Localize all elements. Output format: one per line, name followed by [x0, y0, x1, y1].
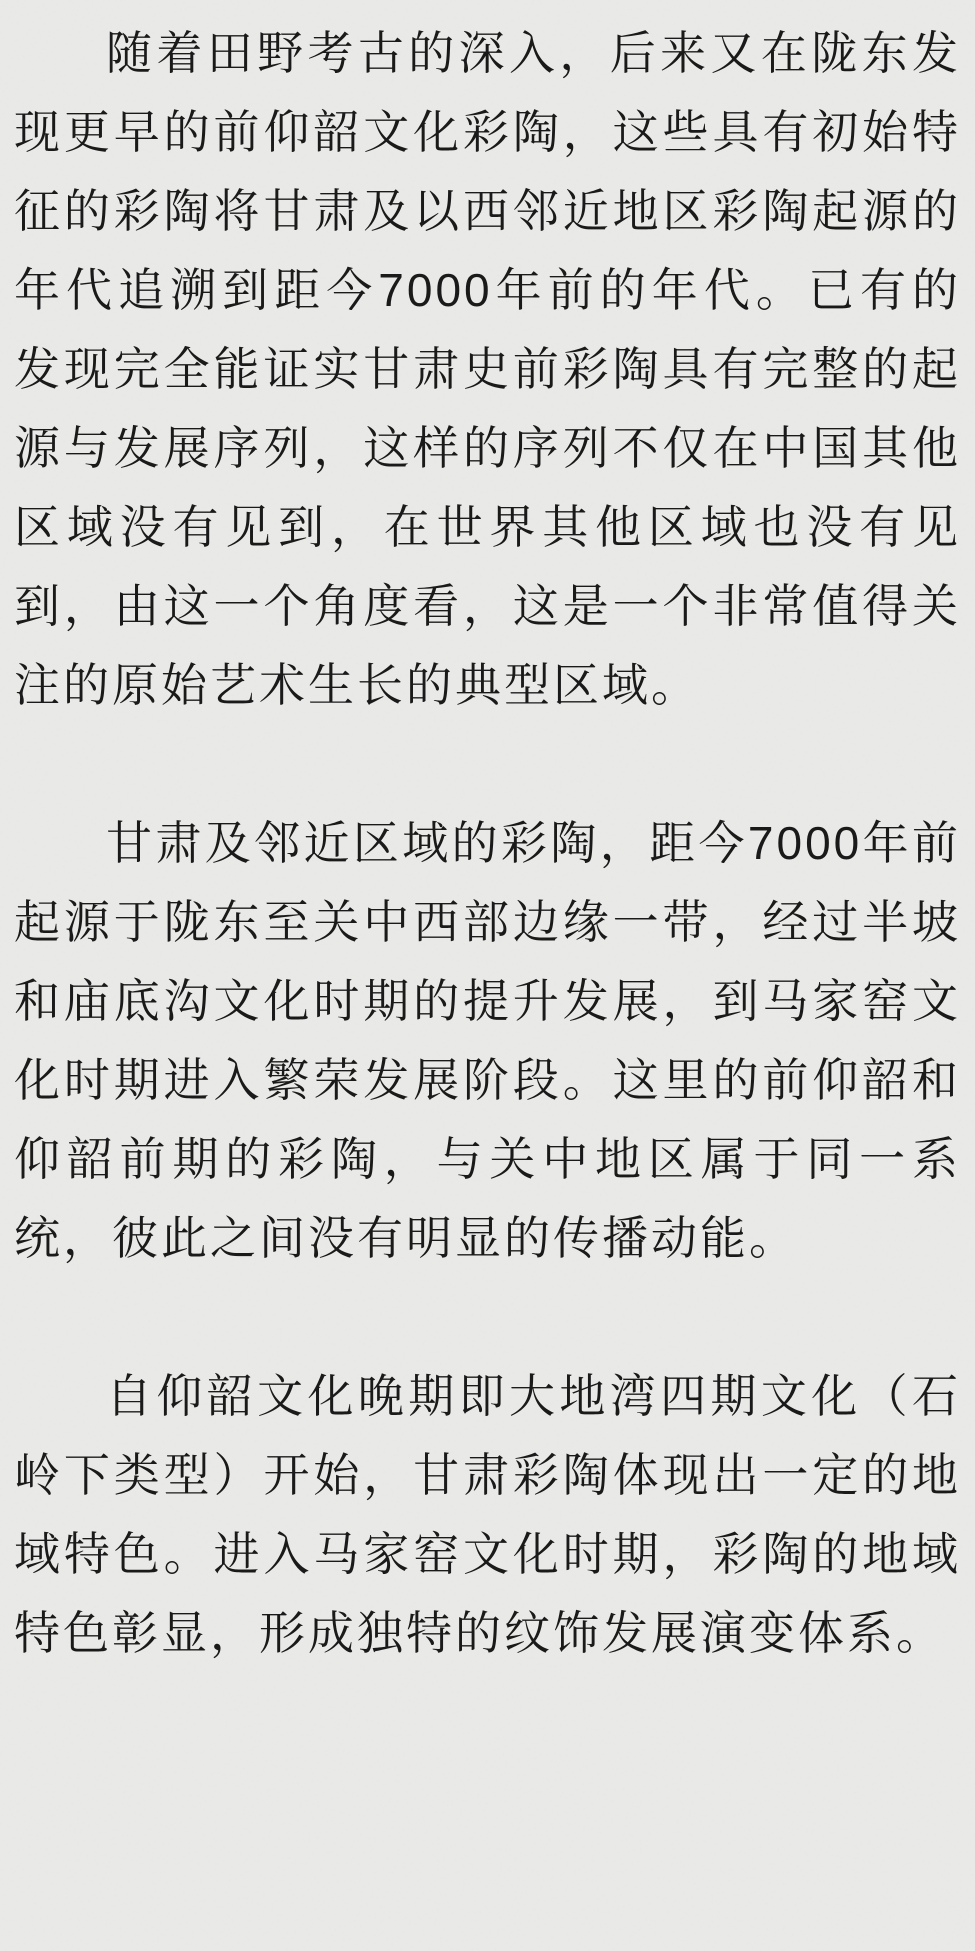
paragraph-2: 甘肃及邻近区域的彩陶，距今7000年前起源于陇东至关中西部边缘一带，经过半坡和庙底沟文化时期的提升发展，到马家窑文化时期进入繁荣发展阶段。这里的前仰韶和仰韶前期的彩陶，与关中地区属于同一系统，彼此之间没有明显的传播动能。 [14, 817, 961, 1264]
paragraph-3: 自仰韶文化晚期即大地湾四期文化（石岭下类型）开始，甘肃彩陶体现出一定的地域特色。进入马家窑文化时期，彩陶的地域特色彰显，形成独特的纹饰发展演变体系。 [14, 1370, 961, 1659]
article-text [14, 14, 961, 1673]
paragraph-1: 随着田野考古的深入，后来又在陇东发现更早的前仰韶文化彩陶，这些具有初始特征的彩陶将甘肃及以西邻近地区彩陶起源的年代追溯到距今7000年前的年代。已有的发现完全能证实甘肃史前彩陶具有完整的起源与发展序列，这样的序列不仅在中国其他区域没有见到，在世界其他区域也没有见到，由这一个角度看，这是一个非常值得关注的原始艺术生长的典型区域。 [14, 27, 961, 711]
